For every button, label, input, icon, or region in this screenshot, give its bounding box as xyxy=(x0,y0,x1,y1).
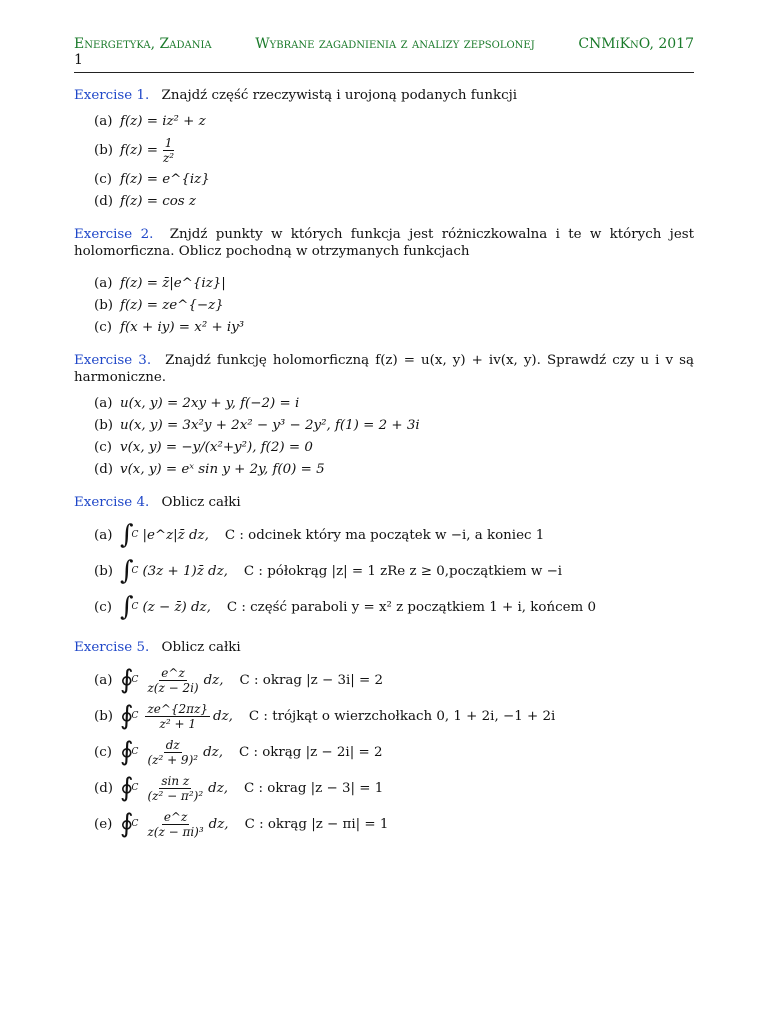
exercise-1-items xyxy=(94,110,694,212)
item-label: (b) xyxy=(94,563,114,579)
list-item xyxy=(94,316,694,338)
item-label: (d) xyxy=(94,780,114,796)
item-label: (d) xyxy=(94,193,114,209)
numerator: dz xyxy=(165,737,180,752)
integral-sign: ∫ xyxy=(120,520,134,550)
list-item xyxy=(94,458,694,480)
denominator: z² xyxy=(162,150,175,165)
header-course: Energetyka, Zadania xyxy=(74,36,212,52)
item-label: (e) xyxy=(94,816,113,832)
exercise-text: Znajdź część rzeczywistą i urojoną podanych funkcji xyxy=(161,88,518,103)
exercise-text: Znajdź funkcję holomorficzną f(z) = u(x, y) + iv(x, y). Sprawdź czy u i v są harmoniczne. xyxy=(74,353,694,385)
exercise-label: Exercise 5. xyxy=(74,640,150,655)
exercise-3 xyxy=(74,352,694,386)
formula: v(x, y) = eˣ sin y + 2y, f(0) = 5 xyxy=(120,461,325,477)
denominator: (z² + 9)² xyxy=(147,752,199,767)
contour-condition: C : półokrąg |z| = 1 zRe z ≥ 0,początkiem w −i xyxy=(243,563,563,579)
formula: f(z) = e^{iz} xyxy=(120,171,210,187)
item-label: (c) xyxy=(94,744,112,760)
numerator: ze^{2πz} xyxy=(147,701,209,716)
numerator: 1 xyxy=(164,135,173,150)
list-item xyxy=(94,553,694,589)
integrand: |e^z|z̄ dz, xyxy=(142,527,209,543)
contour-condition: C : okrąg |z − πi| = 1 xyxy=(244,816,389,832)
list-item xyxy=(94,589,694,625)
numerator: e^z xyxy=(163,809,188,824)
item-label: (b) xyxy=(94,297,114,313)
contour-condition: C : okrag |z − 3| = 1 xyxy=(244,780,384,796)
exercise-label: Exercise 3. xyxy=(74,353,152,368)
fraction xyxy=(161,136,176,165)
formula-lhs: f(z) = xyxy=(120,142,158,158)
page-number: 1 xyxy=(74,52,83,68)
fraction xyxy=(145,666,200,695)
formula: f(z) = iz² + z xyxy=(120,113,206,129)
document-page xyxy=(74,36,694,842)
contour-condition: C : trójkąt o wierzchołkach 0, 1 + 2i, −1 + 2i xyxy=(248,708,556,724)
fraction xyxy=(145,702,210,731)
exercise-5-items xyxy=(94,662,694,842)
fraction xyxy=(145,738,200,767)
item-label: (d) xyxy=(94,461,114,477)
contour-subscript: C xyxy=(131,566,139,576)
contour-subscript: C xyxy=(131,747,139,757)
list-item xyxy=(94,770,694,806)
list-item xyxy=(94,698,694,734)
header-rule xyxy=(74,72,694,73)
integral-sign: ∫ xyxy=(120,592,134,622)
denominator: z(z − 2i) xyxy=(147,680,199,695)
list-item xyxy=(94,272,694,294)
list-item xyxy=(94,190,694,212)
exercise-text: Znjdź punkty w których funkcja jest różniczkowalna i te w których jest holomorficzna. Oblicz pochodną w otrzymanych funkcjach xyxy=(74,227,695,259)
item-label: (b) xyxy=(94,142,114,158)
item-label: (c) xyxy=(94,439,112,455)
differential: dz, xyxy=(208,816,229,832)
contour-condition: C : okrąg |z − 2i| = 2 xyxy=(238,744,383,760)
list-item xyxy=(94,414,694,436)
contour-condition: C : część paraboli y = x² z początkiem 1 + i, końcem 0 xyxy=(226,599,597,615)
item-label: (a) xyxy=(94,395,113,411)
exercise-label: Exercise 2. xyxy=(74,227,154,242)
differential: dz, xyxy=(203,744,223,760)
exercise-4 xyxy=(74,494,694,511)
contour-integral-sign: ∮ xyxy=(120,773,134,803)
exercise-5 xyxy=(74,639,694,656)
denominator: z² + 1 xyxy=(159,716,196,731)
integrand: (3z + 1)z̄ dz, xyxy=(142,563,228,579)
contour-integral-sign: ∮ xyxy=(120,701,134,731)
contour-subscript: C xyxy=(131,783,139,793)
header-institution: CNMiKnO, 2017 xyxy=(578,36,694,52)
header-topic: Wybrane zagadnienia z analizy zepsolonej xyxy=(255,36,535,52)
item-label: (c) xyxy=(94,319,112,335)
exercise-4-items xyxy=(94,517,694,625)
exercise-label: Exercise 1. xyxy=(74,88,150,103)
list-item xyxy=(94,436,694,458)
exercise-text: Oblicz całki xyxy=(161,495,241,510)
differential: dz, xyxy=(213,708,233,724)
item-label: (a) xyxy=(94,275,113,291)
item-label: (a) xyxy=(94,527,113,543)
exercise-label: Exercise 4. xyxy=(74,495,150,510)
list-item xyxy=(94,392,694,414)
list-item xyxy=(94,110,694,132)
differential: dz, xyxy=(203,672,224,688)
contour-subscript: C xyxy=(131,530,139,540)
contour-subscript: C xyxy=(131,819,139,829)
contour-condition: C : odcinek który ma początek w −i, a koniec 1 xyxy=(224,527,545,543)
contour-integral-sign: ∮ xyxy=(120,809,134,839)
exercise-2-items xyxy=(94,272,694,338)
numerator: e^z xyxy=(161,665,185,680)
list-item xyxy=(94,734,694,770)
formula: u(x, y) = 3x²y + 2x² − y³ − 2y², f(1) = 2 + 3i xyxy=(120,417,420,433)
formula: u(x, y) = 2xy + y, f(−2) = i xyxy=(120,395,300,411)
list-item xyxy=(94,294,694,316)
list-item xyxy=(94,517,694,553)
integrand: (z − z̄) dz, xyxy=(142,599,211,615)
contour-integral-sign: ∮ xyxy=(120,737,134,767)
contour-subscript: C xyxy=(131,675,139,685)
differential: dz, xyxy=(208,780,229,796)
formula: f(z) = z̄|e^{iz}| xyxy=(120,275,226,291)
list-item xyxy=(94,662,694,698)
exercise-3-items xyxy=(94,392,694,480)
formula: v(x, y) = −y/(x²+y²), f(2) = 0 xyxy=(120,439,313,455)
item-label: (b) xyxy=(94,708,114,724)
list-item xyxy=(94,132,694,168)
integral-sign: ∫ xyxy=(120,556,134,586)
list-item xyxy=(94,168,694,190)
item-label: (c) xyxy=(94,171,112,187)
contour-subscript: C xyxy=(131,711,139,721)
contour-subscript: C xyxy=(131,602,139,612)
item-label: (b) xyxy=(94,417,114,433)
running-header xyxy=(74,36,694,52)
exercise-2 xyxy=(74,226,694,260)
contour-integral-sign: ∮ xyxy=(120,665,134,695)
item-label: (a) xyxy=(94,672,113,688)
formula: f(x + iy) = x² + iy³ xyxy=(120,319,245,335)
exercise-1 xyxy=(74,87,694,104)
contour-condition: C : okrag |z − 3i| = 2 xyxy=(239,672,384,688)
denominator: (z² − π²)² xyxy=(147,788,204,803)
formula: f(z) = ze^{−z} xyxy=(120,297,224,313)
item-label: (a) xyxy=(94,113,113,129)
fraction xyxy=(145,810,205,839)
formula: f(z) = cos z xyxy=(120,193,196,209)
list-item xyxy=(94,806,694,842)
fraction xyxy=(145,774,205,803)
denominator: z(z − πi)³ xyxy=(147,824,204,839)
numerator: sin z xyxy=(161,773,190,788)
exercise-text: Oblicz całki xyxy=(161,640,241,655)
item-label: (c) xyxy=(94,599,112,615)
